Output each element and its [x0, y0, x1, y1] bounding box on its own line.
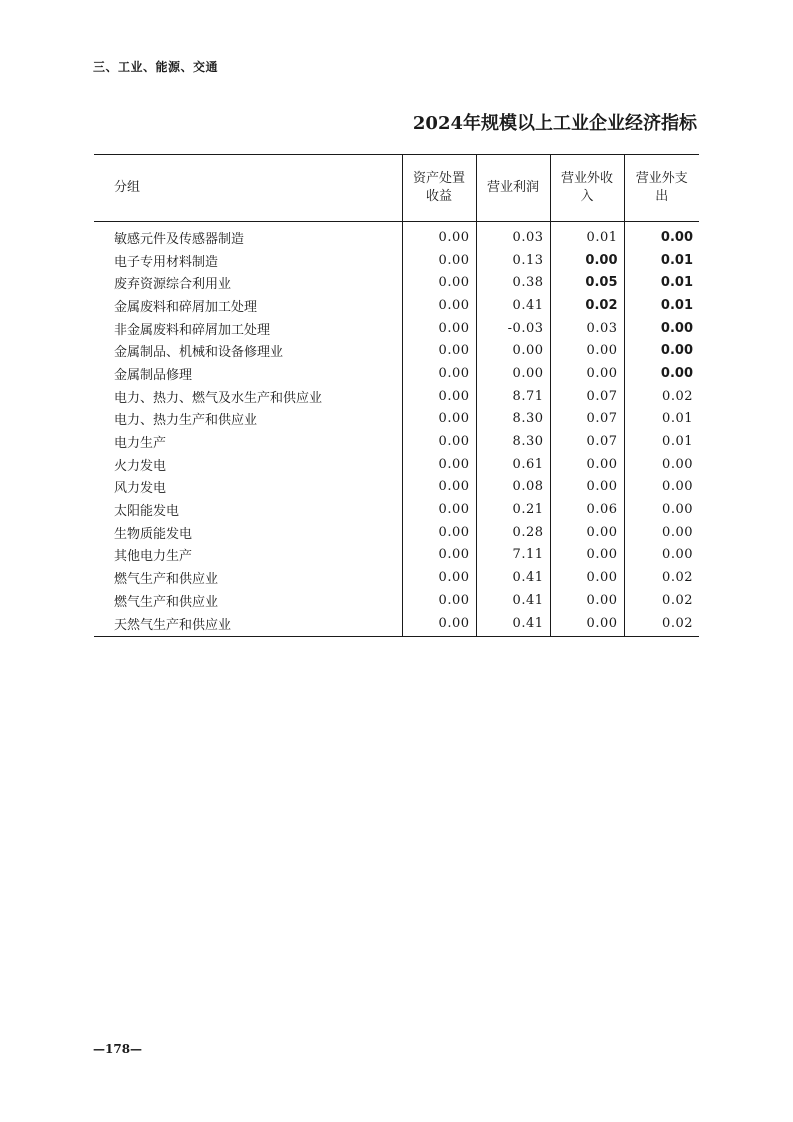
table-row	[94, 430, 699, 453]
cell-operating-profit: 0.00	[476, 339, 550, 362]
row-group-name: 其他电力生产	[114, 549, 193, 565]
cell-non-operating-expense: 0.00	[624, 339, 699, 362]
cell-non-operating-income: 0.05	[550, 271, 624, 294]
table-row	[94, 408, 699, 431]
section-header: 三、工业、能源、交通	[93, 60, 219, 74]
cell-operating-profit: 8.30	[476, 408, 550, 431]
page-number: —178—	[93, 1042, 143, 1056]
header-group: 分组	[94, 155, 402, 222]
row-group-name: 燃气生产和供应业	[114, 572, 219, 588]
table-row	[94, 521, 699, 544]
cell-asset-disposal-income: 0.00	[402, 249, 476, 272]
table-row	[94, 498, 699, 521]
cell-non-operating-expense: 0.00	[624, 476, 699, 499]
cell-operating-profit: 0.41	[476, 589, 550, 612]
cell-asset-disposal-income: 0.00	[402, 362, 476, 385]
table-row	[94, 453, 699, 476]
row-group-name: 敏感元件及传感器制造	[114, 231, 245, 247]
cell-operating-profit: 0.41	[476, 294, 550, 317]
cell-operating-profit: 0.41	[476, 612, 550, 637]
cell-operating-profit: 0.61	[476, 453, 550, 476]
row-group-name: 电力、热力、燃气及水生产和供应业	[114, 390, 323, 406]
table-row	[94, 544, 699, 567]
row-group-name: 电子专用材料制造	[114, 254, 219, 270]
table-row	[94, 385, 699, 408]
cell-non-operating-expense: 0.02	[624, 589, 699, 612]
header-non-operating-expense: 营业外支 出	[624, 155, 699, 222]
row-group-name: 废弃资源综合利用业	[114, 277, 232, 293]
cell-non-operating-income: 0.07	[550, 408, 624, 431]
table-header-row	[94, 155, 699, 222]
row-group-name: 生物质能发电	[114, 526, 193, 542]
cell-operating-profit: 0.41	[476, 566, 550, 589]
cell-asset-disposal-income: 0.00	[402, 612, 476, 637]
row-group-name: 火力发电	[114, 458, 167, 474]
table-row	[94, 249, 699, 272]
cell-operating-profit: 8.30	[476, 430, 550, 453]
table-row	[94, 566, 699, 589]
cell-non-operating-income: 0.01	[550, 222, 624, 249]
cell-operating-profit: 8.71	[476, 385, 550, 408]
cell-non-operating-income: 0.07	[550, 385, 624, 408]
table-row	[94, 362, 699, 385]
cell-asset-disposal-income: 0.00	[402, 589, 476, 612]
table-row	[94, 271, 699, 294]
cell-non-operating-expense: 0.01	[624, 294, 699, 317]
cell-non-operating-expense: 0.01	[624, 271, 699, 294]
cell-non-operating-income: 0.00	[550, 362, 624, 385]
row-group-name: 天然气生产和供应业	[94, 612, 402, 637]
cell-operating-profit: 0.08	[476, 476, 550, 499]
cell-asset-disposal-income: 0.00	[402, 294, 476, 317]
row-group-name: 电力生产	[114, 436, 167, 452]
row-group-name: 金属制品修理	[114, 367, 193, 383]
cell-asset-disposal-income: 0.00	[402, 453, 476, 476]
cell-operating-profit: 0.03	[476, 222, 550, 249]
cell-operating-profit: 0.21	[476, 498, 550, 521]
cell-non-operating-expense: 0.02	[624, 612, 699, 637]
cell-non-operating-income: 0.03	[550, 317, 624, 340]
indicator-table	[94, 154, 699, 637]
table-row	[94, 589, 699, 612]
cell-non-operating-income: 0.02	[550, 294, 624, 317]
cell-non-operating-income: 0.07	[550, 430, 624, 453]
indicator-table-wrapper	[94, 154, 699, 637]
cell-asset-disposal-income: 0.00	[402, 408, 476, 431]
row-group-name: 电力、热力生产和供应业	[114, 413, 258, 429]
cell-asset-disposal-income: 0.00	[402, 271, 476, 294]
table-row	[94, 339, 699, 362]
row-group-name: 金属制品、机械和设备修理业	[114, 345, 284, 361]
cell-asset-disposal-income: 0.00	[402, 476, 476, 499]
cell-non-operating-income: 0.00	[550, 544, 624, 567]
cell-non-operating-income: 0.00	[550, 589, 624, 612]
cell-non-operating-expense: 0.00	[624, 317, 699, 340]
cell-asset-disposal-income: 0.00	[402, 430, 476, 453]
cell-non-operating-income: 0.00	[550, 521, 624, 544]
table-body	[94, 222, 699, 637]
cell-non-operating-income: 0.00	[550, 476, 624, 499]
row-group-name: 燃气生产和供应业	[114, 594, 219, 610]
cell-non-operating-expense: 0.00	[624, 222, 699, 249]
cell-non-operating-expense: 0.02	[624, 566, 699, 589]
cell-non-operating-expense: 0.00	[624, 362, 699, 385]
table-row	[94, 317, 699, 340]
cell-non-operating-income: 0.00	[550, 453, 624, 476]
cell-operating-profit: 0.00	[476, 362, 550, 385]
cell-operating-profit: 0.28	[476, 521, 550, 544]
cell-non-operating-income: 0.06	[550, 498, 624, 521]
page-title: 2024年规模以上工业企业经济指标	[412, 113, 697, 134]
cell-asset-disposal-income: 0.00	[402, 498, 476, 521]
table-row	[94, 476, 699, 499]
cell-operating-profit: 0.13	[476, 249, 550, 272]
cell-non-operating-expense: 0.02	[624, 385, 699, 408]
cell-non-operating-income: 0.00	[550, 249, 624, 272]
cell-non-operating-expense: 0.00	[624, 521, 699, 544]
table-row	[94, 294, 699, 317]
header-operating-profit: 营业利润	[476, 155, 550, 222]
cell-non-operating-expense: 0.00	[624, 544, 699, 567]
cell-non-operating-income: 0.00	[550, 612, 624, 637]
cell-non-operating-expense: 0.00	[624, 498, 699, 521]
cell-non-operating-income: 0.00	[550, 339, 624, 362]
header-asset-disposal-income: 资产处置 收益	[402, 155, 476, 222]
cell-non-operating-expense: 0.01	[624, 249, 699, 272]
cell-non-operating-expense: 0.01	[624, 430, 699, 453]
cell-asset-disposal-income: 0.00	[402, 385, 476, 408]
cell-non-operating-expense: 0.01	[624, 408, 699, 431]
cell-asset-disposal-income: 0.00	[402, 317, 476, 340]
cell-non-operating-income: 0.00	[550, 566, 624, 589]
row-group-name: 金属废料和碎屑加工处理	[114, 299, 258, 315]
row-group-name: 风力发电	[114, 481, 167, 497]
cell-operating-profit: 0.38	[476, 271, 550, 294]
row-group-name: 非金属废料和碎屑加工处理	[114, 322, 271, 338]
cell-asset-disposal-income: 0.00	[402, 521, 476, 544]
row-group-name: 太阳能发电	[114, 504, 180, 520]
cell-operating-profit: -0.03	[476, 317, 550, 340]
header-non-operating-income: 营业外收 入	[550, 155, 624, 222]
cell-operating-profit: 7.11	[476, 544, 550, 567]
cell-asset-disposal-income: 0.00	[402, 566, 476, 589]
cell-asset-disposal-income: 0.00	[402, 339, 476, 362]
table-row	[94, 222, 699, 249]
cell-non-operating-expense: 0.00	[624, 453, 699, 476]
table-row	[94, 612, 699, 637]
cell-asset-disposal-income: 0.00	[402, 222, 476, 249]
cell-asset-disposal-income: 0.00	[402, 544, 476, 567]
